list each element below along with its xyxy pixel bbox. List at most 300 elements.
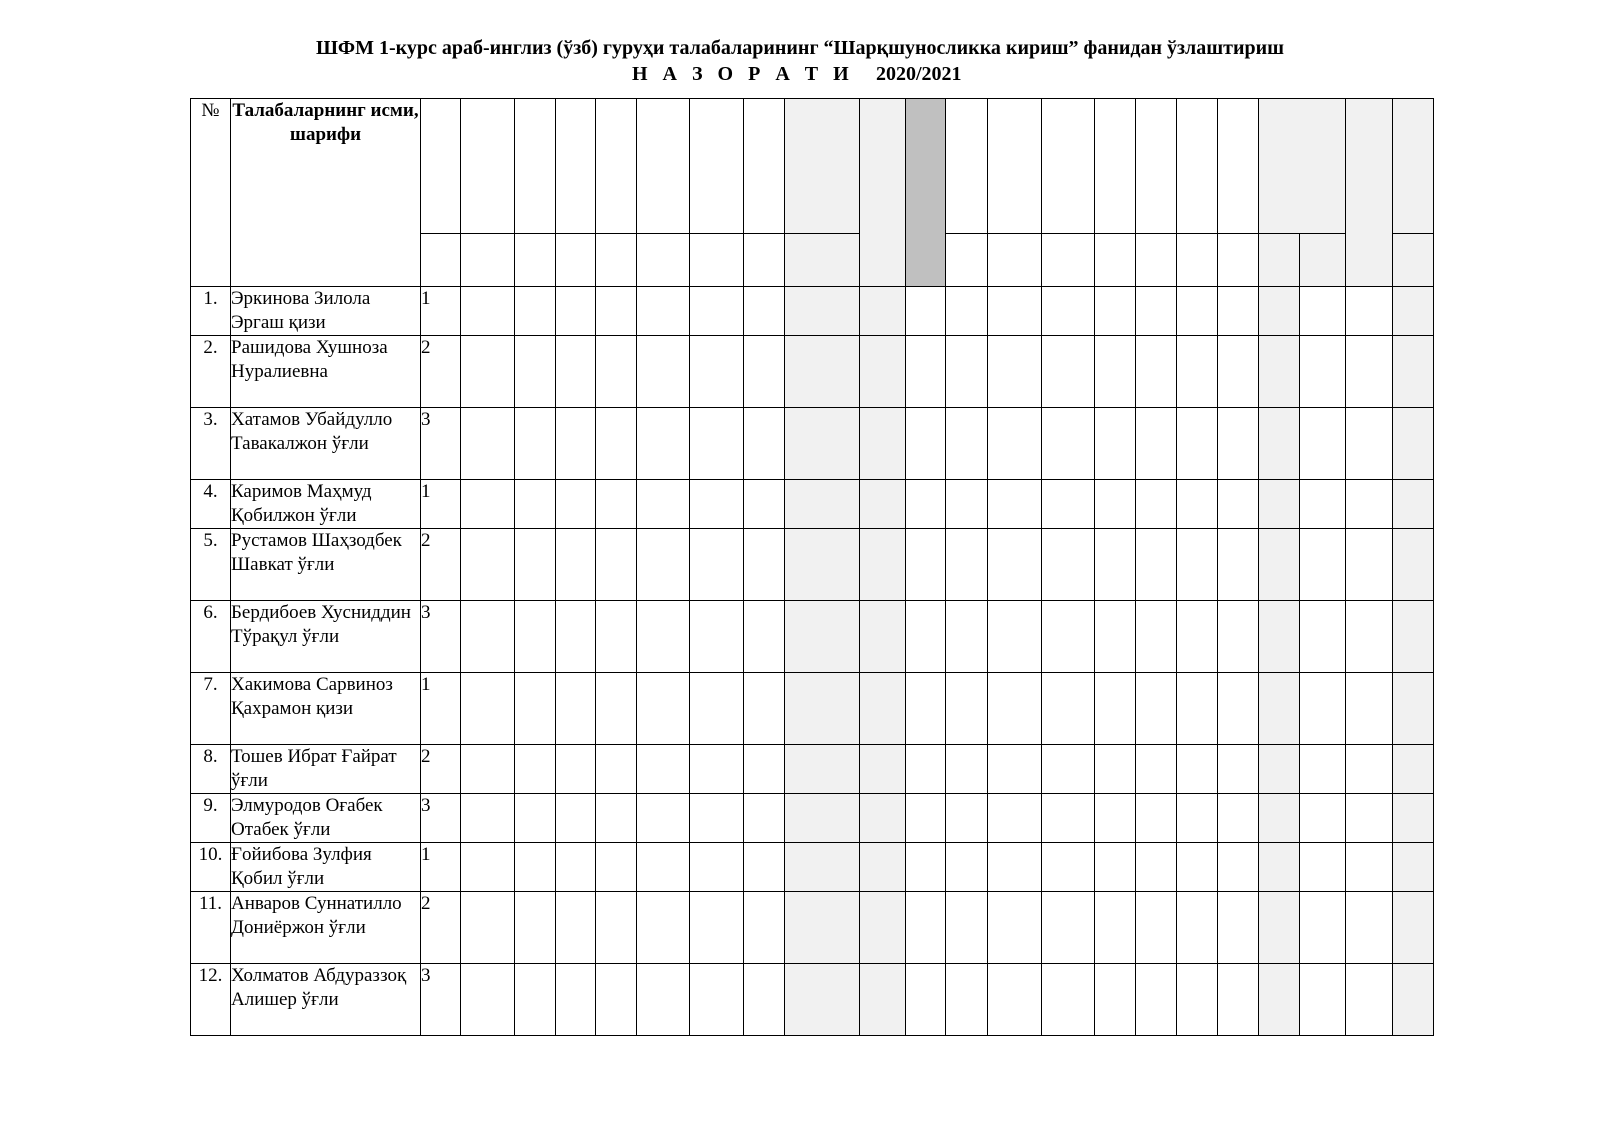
grade-cell[interactable] (515, 529, 556, 601)
grade-cell[interactable] (988, 964, 1042, 1036)
document-title: ШФМ 1-курс араб-инглиз (ўзб) гуруҳи талабаларининг “Шарқшуносликка кириш” фанидан ўзлаштириш (315, 37, 1285, 59)
grade-cell[interactable] (1300, 529, 1346, 601)
grade-cell[interactable] (785, 673, 860, 745)
header-cell (515, 99, 556, 234)
student-name: Рашидова Хушноза Нуралиевна (231, 336, 421, 408)
grade-cell[interactable] (690, 529, 744, 601)
grade-cell[interactable] (461, 601, 515, 673)
grade-cell[interactable] (1095, 336, 1136, 408)
grade-cell[interactable] (1042, 336, 1095, 408)
grade-cell[interactable] (1259, 287, 1300, 336)
grade-cell[interactable] (1218, 529, 1259, 601)
grade-cell[interactable] (1042, 601, 1095, 673)
grade-cell[interactable] (596, 964, 637, 1036)
student-row (191, 892, 1434, 964)
grade-cell[interactable] (690, 892, 744, 964)
grade-cell[interactable] (946, 336, 988, 408)
grade-cell[interactable] (1393, 892, 1434, 964)
grade-cell[interactable] (556, 964, 596, 1036)
grade-cell[interactable] (637, 408, 690, 480)
grade-cell[interactable] (946, 408, 988, 480)
grade-cell[interactable] (906, 673, 946, 745)
grade-cell[interactable] (1259, 794, 1300, 843)
grade-cell[interactable] (744, 794, 785, 843)
grade-cell[interactable] (690, 480, 744, 529)
grade-cell[interactable] (1346, 601, 1393, 673)
grade-cell[interactable] (596, 408, 637, 480)
grade-cell[interactable] (1393, 480, 1434, 529)
grade-cell[interactable] (1259, 673, 1300, 745)
header-cell (1136, 234, 1177, 287)
grade-cell[interactable] (988, 673, 1042, 745)
grade-cell[interactable] (690, 601, 744, 673)
grade-cell[interactable] (1095, 964, 1136, 1036)
grade-cell[interactable] (1393, 601, 1434, 673)
grade-cell[interactable] (1177, 480, 1218, 529)
grade-cell[interactable] (1177, 892, 1218, 964)
grade-cell[interactable] (556, 480, 596, 529)
grade-cell[interactable] (637, 745, 690, 794)
grade-cell[interactable] (556, 843, 596, 892)
grade-cell[interactable] (744, 480, 785, 529)
grade-cell[interactable] (860, 408, 906, 480)
grade-cell[interactable] (1300, 892, 1346, 964)
grade-cell[interactable] (1259, 408, 1300, 480)
group-number: 1 (421, 480, 461, 529)
grade-cell[interactable] (1042, 673, 1095, 745)
header-cell (1393, 99, 1434, 234)
grade-cell[interactable] (1393, 794, 1434, 843)
grade-cell[interactable] (1218, 480, 1259, 529)
grade-cell[interactable] (515, 336, 556, 408)
grade-cell[interactable] (1259, 892, 1300, 964)
header-cell (556, 234, 596, 287)
grade-cell[interactable] (906, 287, 946, 336)
grade-cell[interactable] (1136, 843, 1177, 892)
grade-cell[interactable] (515, 287, 556, 336)
grade-cell[interactable] (860, 843, 906, 892)
grade-cell[interactable] (1136, 480, 1177, 529)
grade-cell[interactable] (637, 336, 690, 408)
grade-cell[interactable] (1300, 480, 1346, 529)
grade-cell[interactable] (906, 794, 946, 843)
student-row (191, 601, 1434, 673)
grade-cell[interactable] (461, 843, 515, 892)
grade-cell[interactable] (1300, 287, 1346, 336)
grade-cell[interactable] (556, 745, 596, 794)
grade-cell[interactable] (690, 745, 744, 794)
grade-cell[interactable] (946, 529, 988, 601)
grade-cell[interactable] (1346, 843, 1393, 892)
grade-cell[interactable] (1300, 964, 1346, 1036)
grade-cell[interactable] (1095, 794, 1136, 843)
grade-cell[interactable] (515, 843, 556, 892)
grade-cell[interactable] (1042, 480, 1095, 529)
grade-cell[interactable] (637, 673, 690, 745)
grade-cell[interactable] (596, 745, 637, 794)
grade-cell[interactable] (1177, 601, 1218, 673)
grade-cell[interactable] (1042, 843, 1095, 892)
grade-cell[interactable] (1095, 529, 1136, 601)
grade-cell[interactable] (637, 529, 690, 601)
grade-cell[interactable] (988, 843, 1042, 892)
student-row (191, 287, 1434, 336)
grade-cell[interactable] (1218, 601, 1259, 673)
grade-cell[interactable] (946, 892, 988, 964)
grade-cell[interactable] (1095, 601, 1136, 673)
grade-cell[interactable] (785, 408, 860, 480)
grade-cell[interactable] (461, 673, 515, 745)
grade-cell[interactable] (946, 673, 988, 745)
grade-cell[interactable] (1346, 408, 1393, 480)
header-cell (1042, 99, 1095, 234)
grade-cell[interactable] (744, 336, 785, 408)
grade-cell[interactable] (1300, 843, 1346, 892)
grade-cell[interactable] (461, 745, 515, 794)
grade-cell[interactable] (860, 601, 906, 673)
grade-cell[interactable] (988, 529, 1042, 601)
grade-cell[interactable] (744, 287, 785, 336)
grade-cell[interactable] (1346, 673, 1393, 745)
grade-cell[interactable] (596, 529, 637, 601)
grade-cell[interactable] (1393, 843, 1434, 892)
student-name: Хакимова Сарвиноз Қахрамон қизи (231, 673, 421, 745)
grade-cell[interactable] (988, 745, 1042, 794)
grade-cell[interactable] (860, 892, 906, 964)
grade-cell[interactable] (946, 964, 988, 1036)
grade-cell[interactable] (1218, 843, 1259, 892)
grade-cell[interactable] (906, 480, 946, 529)
grade-cell[interactable] (556, 673, 596, 745)
group-number: 3 (421, 601, 461, 673)
grade-cell[interactable] (1042, 745, 1095, 794)
grade-cell[interactable] (946, 601, 988, 673)
grade-cell[interactable] (1259, 964, 1300, 1036)
grade-cell[interactable] (1042, 408, 1095, 480)
grade-cell[interactable] (596, 673, 637, 745)
grade-cell[interactable] (461, 336, 515, 408)
grade-cell[interactable] (1346, 287, 1393, 336)
header-cell (1259, 99, 1346, 234)
student-row (191, 794, 1434, 843)
student-row (191, 745, 1434, 794)
grade-cell[interactable] (860, 287, 906, 336)
grade-cell[interactable] (637, 892, 690, 964)
student-name: Холматов Абдураззоқ Алишер ўғли (231, 964, 421, 1036)
grade-cell[interactable] (1300, 408, 1346, 480)
header-cell (785, 99, 860, 234)
grade-cell[interactable] (1095, 408, 1136, 480)
grade-cell[interactable] (1300, 673, 1346, 745)
subtitle-word: Н А З О Р А Т И (632, 63, 854, 85)
grade-cell[interactable] (1177, 336, 1218, 408)
grade-cell[interactable] (785, 529, 860, 601)
grade-cell[interactable] (461, 480, 515, 529)
grade-cell[interactable] (1346, 892, 1393, 964)
grade-cell[interactable] (906, 408, 946, 480)
grade-cell[interactable] (1346, 529, 1393, 601)
grade-cell[interactable] (988, 480, 1042, 529)
header-cell (988, 99, 1042, 234)
grade-cell[interactable] (1136, 601, 1177, 673)
grade-cell[interactable] (1346, 336, 1393, 408)
grade-cell[interactable] (744, 964, 785, 1036)
grade-cell[interactable] (1259, 336, 1300, 408)
grade-cell[interactable] (1259, 601, 1300, 673)
grade-cell[interactable] (1393, 964, 1434, 1036)
grade-cell[interactable] (1259, 529, 1300, 601)
grade-cell[interactable] (1259, 745, 1300, 794)
header-cell (421, 234, 461, 287)
grade-cell[interactable] (461, 892, 515, 964)
grade-cell[interactable] (596, 336, 637, 408)
grade-cell[interactable] (556, 408, 596, 480)
grade-cell[interactable] (906, 843, 946, 892)
grade-cell[interactable] (1095, 480, 1136, 529)
grade-cell[interactable] (906, 892, 946, 964)
grade-table (190, 98, 1434, 1036)
grade-cell[interactable] (946, 480, 988, 529)
grade-cell[interactable] (556, 529, 596, 601)
grade-cell[interactable] (988, 601, 1042, 673)
row-number: 10. (191, 843, 231, 892)
grade-cell[interactable] (556, 601, 596, 673)
grade-cell[interactable] (515, 601, 556, 673)
grade-cell[interactable] (1042, 794, 1095, 843)
row-number: 5. (191, 529, 231, 601)
grade-cell[interactable] (1177, 745, 1218, 794)
header-cell (1393, 234, 1434, 287)
grade-cell[interactable] (690, 287, 744, 336)
grade-cell[interactable] (946, 745, 988, 794)
grade-cell[interactable] (596, 892, 637, 964)
grade-cell[interactable] (988, 408, 1042, 480)
grade-cell[interactable] (1300, 745, 1346, 794)
grade-cell[interactable] (906, 745, 946, 794)
grade-cell[interactable] (515, 480, 556, 529)
grade-cell[interactable] (744, 408, 785, 480)
grade-cell[interactable] (860, 964, 906, 1036)
grade-cell[interactable] (637, 843, 690, 892)
grade-cell[interactable] (515, 745, 556, 794)
grade-cell[interactable] (785, 964, 860, 1036)
grade-cell[interactable] (1300, 601, 1346, 673)
grade-cell[interactable] (1393, 336, 1434, 408)
grade-cell[interactable] (860, 529, 906, 601)
grade-cell[interactable] (946, 794, 988, 843)
grade-cell[interactable] (637, 794, 690, 843)
grade-cell[interactable] (637, 601, 690, 673)
grade-cell[interactable] (637, 964, 690, 1036)
grade-cell[interactable] (461, 794, 515, 843)
header-cell (421, 99, 461, 234)
grade-cell[interactable] (1042, 892, 1095, 964)
grade-cell[interactable] (1177, 287, 1218, 336)
header-cell (946, 234, 988, 287)
grade-cell[interactable] (596, 843, 637, 892)
grade-cell[interactable] (1346, 480, 1393, 529)
grade-cell[interactable] (785, 843, 860, 892)
grade-cell[interactable] (1218, 964, 1259, 1036)
grade-cell[interactable] (1218, 408, 1259, 480)
grade-cell[interactable] (556, 336, 596, 408)
grade-cell[interactable] (1300, 794, 1346, 843)
grade-cell[interactable] (637, 287, 690, 336)
grade-cell[interactable] (744, 843, 785, 892)
grade-cell[interactable] (785, 794, 860, 843)
grade-cell[interactable] (690, 843, 744, 892)
grade-cell[interactable] (1218, 287, 1259, 336)
student-name: Рустамов Шаҳзодбек Шавкат ўғли (231, 529, 421, 601)
grade-cell[interactable] (461, 408, 515, 480)
grade-cell[interactable] (1218, 745, 1259, 794)
grade-cell[interactable] (515, 794, 556, 843)
grade-cell[interactable] (1393, 673, 1434, 745)
header-student-name: Талабаларнинг исми, шарифи (231, 99, 421, 287)
grade-cell[interactable] (1393, 745, 1434, 794)
header-cell (1218, 234, 1259, 287)
grade-cell[interactable] (1136, 745, 1177, 794)
grade-cell[interactable] (988, 892, 1042, 964)
header-cell (906, 99, 946, 287)
grade-cell[interactable] (860, 745, 906, 794)
header-cell (637, 99, 690, 234)
grade-cell[interactable] (1259, 843, 1300, 892)
student-name: Анваров Суннатилло Дониёржон ўғли (231, 892, 421, 964)
grade-cell[interactable] (1393, 408, 1434, 480)
grade-cell[interactable] (785, 287, 860, 336)
grade-cell[interactable] (1346, 794, 1393, 843)
grade-cell[interactable] (1177, 794, 1218, 843)
grade-cell[interactable] (785, 892, 860, 964)
grade-cell[interactable] (1393, 287, 1434, 336)
grade-cell[interactable] (860, 794, 906, 843)
grade-cell[interactable] (1177, 843, 1218, 892)
grade-cell[interactable] (906, 336, 946, 408)
header-number: № (191, 99, 231, 287)
grade-cell[interactable] (1136, 408, 1177, 480)
grade-cell[interactable] (1042, 529, 1095, 601)
grade-cell[interactable] (1095, 892, 1136, 964)
group-number: 3 (421, 794, 461, 843)
grade-cell[interactable] (1393, 529, 1434, 601)
header-cell (1259, 234, 1300, 287)
grade-cell[interactable] (860, 336, 906, 408)
grade-cell[interactable] (690, 794, 744, 843)
grade-cell[interactable] (1346, 745, 1393, 794)
grade-cell[interactable] (1136, 673, 1177, 745)
row-number: 9. (191, 794, 231, 843)
grade-cell[interactable] (744, 892, 785, 964)
grade-cell[interactable] (1136, 336, 1177, 408)
grade-cell[interactable] (860, 673, 906, 745)
grade-cell[interactable] (906, 964, 946, 1036)
grade-cell[interactable] (946, 843, 988, 892)
grade-cell[interactable] (1095, 673, 1136, 745)
grade-cell[interactable] (461, 964, 515, 1036)
grade-cell[interactable] (1346, 964, 1393, 1036)
grade-cell[interactable] (1177, 408, 1218, 480)
grade-cell[interactable] (690, 964, 744, 1036)
grade-cell[interactable] (556, 892, 596, 964)
grade-cell[interactable] (1136, 964, 1177, 1036)
grade-cell[interactable] (461, 529, 515, 601)
grade-cell[interactable] (690, 408, 744, 480)
grade-cell[interactable] (1218, 794, 1259, 843)
grade-cell[interactable] (515, 408, 556, 480)
grade-cell[interactable] (556, 794, 596, 843)
grade-cell[interactable] (1095, 745, 1136, 794)
grade-cell[interactable] (1177, 529, 1218, 601)
grade-cell[interactable] (988, 336, 1042, 408)
student-row (191, 673, 1434, 745)
header-cell (1177, 234, 1218, 287)
grade-cell[interactable] (1259, 480, 1300, 529)
grade-cell[interactable] (744, 529, 785, 601)
grade-cell[interactable] (1042, 964, 1095, 1036)
grade-cell[interactable] (1177, 673, 1218, 745)
grade-cell[interactable] (690, 336, 744, 408)
grade-cell[interactable] (1136, 892, 1177, 964)
grade-cell[interactable] (906, 529, 946, 601)
grade-cell[interactable] (744, 745, 785, 794)
grade-cell[interactable] (1300, 336, 1346, 408)
grade-cell[interactable] (461, 287, 515, 336)
grade-cell[interactable] (1136, 794, 1177, 843)
grade-cell[interactable] (1136, 529, 1177, 601)
row-number: 3. (191, 408, 231, 480)
grade-cell[interactable] (744, 673, 785, 745)
grade-cell[interactable] (1218, 673, 1259, 745)
grade-cell[interactable] (596, 480, 637, 529)
grade-cell[interactable] (1042, 287, 1095, 336)
grade-cell[interactable] (988, 794, 1042, 843)
grade-cell[interactable] (515, 892, 556, 964)
grade-cell[interactable] (690, 673, 744, 745)
grade-cell[interactable] (785, 745, 860, 794)
grade-cell[interactable] (637, 480, 690, 529)
grade-cell[interactable] (785, 480, 860, 529)
grade-cell[interactable] (744, 601, 785, 673)
grade-cell[interactable] (515, 964, 556, 1036)
grade-cell[interactable] (515, 673, 556, 745)
student-name: Каримов Маҳмуд Қобилжон ўғли (231, 480, 421, 529)
group-number: 1 (421, 843, 461, 892)
grade-cell[interactable] (596, 794, 637, 843)
header-cell (596, 99, 637, 234)
grade-cell[interactable] (906, 601, 946, 673)
grade-cell[interactable] (785, 601, 860, 673)
header-cell (1300, 234, 1346, 287)
grade-cell[interactable] (988, 287, 1042, 336)
grade-cell[interactable] (556, 287, 596, 336)
grade-cell[interactable] (1177, 964, 1218, 1036)
header-cell (690, 99, 744, 234)
grade-cell[interactable] (785, 336, 860, 408)
grade-cell[interactable] (860, 480, 906, 529)
grade-cell[interactable] (596, 601, 637, 673)
grade-cell[interactable] (1218, 336, 1259, 408)
group-number: 2 (421, 892, 461, 964)
grade-cell[interactable] (1218, 892, 1259, 964)
grade-cell[interactable] (1095, 287, 1136, 336)
header-cell (744, 99, 785, 234)
grade-cell[interactable] (1136, 287, 1177, 336)
grade-cell[interactable] (1095, 843, 1136, 892)
grade-cell[interactable] (946, 287, 988, 336)
header-cell (1218, 99, 1259, 234)
grade-cell[interactable] (596, 287, 637, 336)
